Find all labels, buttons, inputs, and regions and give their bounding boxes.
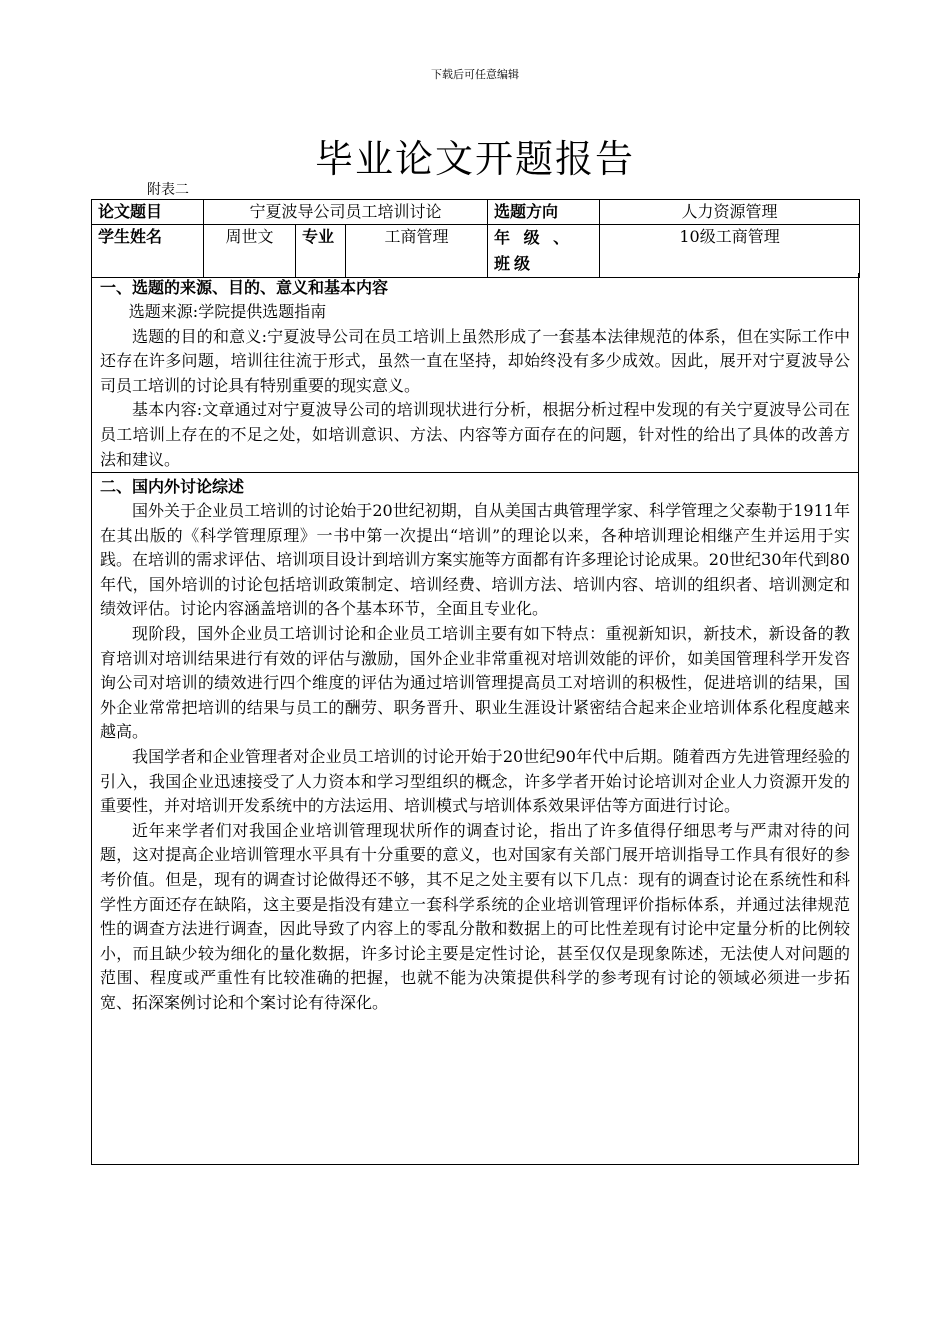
header-note: 下载后可任意编辑: [431, 68, 519, 81]
section-source-purpose: [92, 273, 858, 473]
section2-paragraph: 近年来学者们对我国企业培训管理现状所作的调查讨论，指出了许多值得仔细思考与严肃对待的问题，这对提高企业培训管理水平具有十分重要的意义，也对国家有关部门展开培训指导工作具有很好的参考价值。但是，现有的调查讨论做得还不够，其不足之处主要有以下几点：现有的调查讨论在系统性和科学性方面还存在缺陷，这主要是指没有建立一套科学系统的企业培训管理评价指标体系，并通过法律规范性的调查方法进行调查，因此导致了内容上的零乱分散和数据上的可比性差现有讨论中定量分析的比例较小，而且缺少较为细化的量化数据，许多讨论主要是定性讨论，甚至仅仅是现象陈述，无法使人对问题的范围、程度或严重性有比较准确的把握，也就不能为决策提供科学的参考现有讨论的领域必须进一步拓宽、拓深案例讨论和个案讨论有待深化。: [100, 820, 850, 1012]
section2-paragraph: 我国学者和企业管理者对企业员工培训的讨论开始于20世纪90年代中后期。随着西方先进管理经验的引入，我国企业迅速接受了人力资本和学习型组织的概念，许多学者开始讨论培训对企业人力资源开发的重要性，并对培训开发系统中的方法运用、培训模式与培训体系效果评估等方面进行讨论。: [100, 746, 850, 816]
grade-label: 年 级 、 班级: [488, 225, 600, 278]
section-literature-review: [92, 473, 858, 1015]
topic-label: 论文题目: [92, 200, 204, 225]
topic-value: 宁夏波导公司员工培训讨论: [204, 200, 488, 225]
document-title: 毕业论文开题报告: [314, 137, 635, 181]
section2-paragraph: 现阶段，国外企业员工培训讨论和企业员工培训主要有如下特点：重视新知识，新技术，新设备的教育培训对培训结果进行有效的评估与激励，国外企业非常重视对培训效能的评价，如美国管理科学开发咨询公司对培训的绩效进行四个维度的评估为通过培训管理提高员工对培训的积极性，促进培训的结果，国外企业常常把培训的结果与员工的酬劳、职务晋升、职业生涯设计紧密结合起来企业培训体系化程度越来越高。: [100, 623, 850, 742]
section2-paragraph: 国外关于企业员工培训的讨论始于20世纪初期，自从美国古典管理学家、科学管理之父泰勒于1911年在其出版的《科学管理原理》一书中第一次提出“培训”的理论以来，各种培训理论相继产生并运用于实践。在培训的需求评估、培训项目设计到培训方案实施等方面都有许多理论讨论成果。20世纪30年代到80年代，国外培训的讨论包括培训政策制定、培训经费、培训方法、培训内容、培训的组织者、培训测定和绩效评估。讨论内容涵盖培训的各个基本环节，全面且专业化。: [100, 501, 850, 619]
topic-row: [92, 200, 860, 225]
section1-heading: 一、选题的来源、目的、意义和基本内容: [100, 278, 389, 297]
section1-paragraph: 基本内容:文章通过对宁夏波导公司的培训现状进行分析，根据分析过程中发现的有关宁夏波导公司在员工培训上存在的不足之处，如培训意识、方法、内容等方面存在的问题，针对性的给出了具体的改善方法和建议。: [100, 400, 850, 469]
appendix-label: 附表二: [147, 182, 189, 198]
name-value: 周世文: [204, 225, 296, 278]
student-row: [92, 225, 860, 278]
report-body: [91, 273, 859, 1165]
direction-value: 人力资源管理: [600, 200, 860, 225]
major-value: 工商管理: [346, 225, 488, 278]
section1-paragraph: 选题来源:学院提供选题指南: [128, 302, 327, 321]
direction-label: 选题方向: [488, 200, 600, 225]
grade-value: 10级工商管理: [600, 225, 860, 278]
info-table: [91, 199, 860, 278]
name-label: 学生姓名: [92, 225, 204, 278]
section2-heading: 二、国内外讨论综述: [100, 477, 245, 496]
section1-paragraph: 选题的目的和意义:宁夏波导公司在员工培训上虽然形成了一套基本法律规范的体系，但在实际工作中还存在许多问题，培训往往流于形式，虽然一直在坚持，却始终没有多少成效。因此，展开对宁夏波导公司员工培训的讨论具有特别重要的现实意义。: [100, 326, 850, 395]
major-label: 专业: [296, 225, 346, 278]
